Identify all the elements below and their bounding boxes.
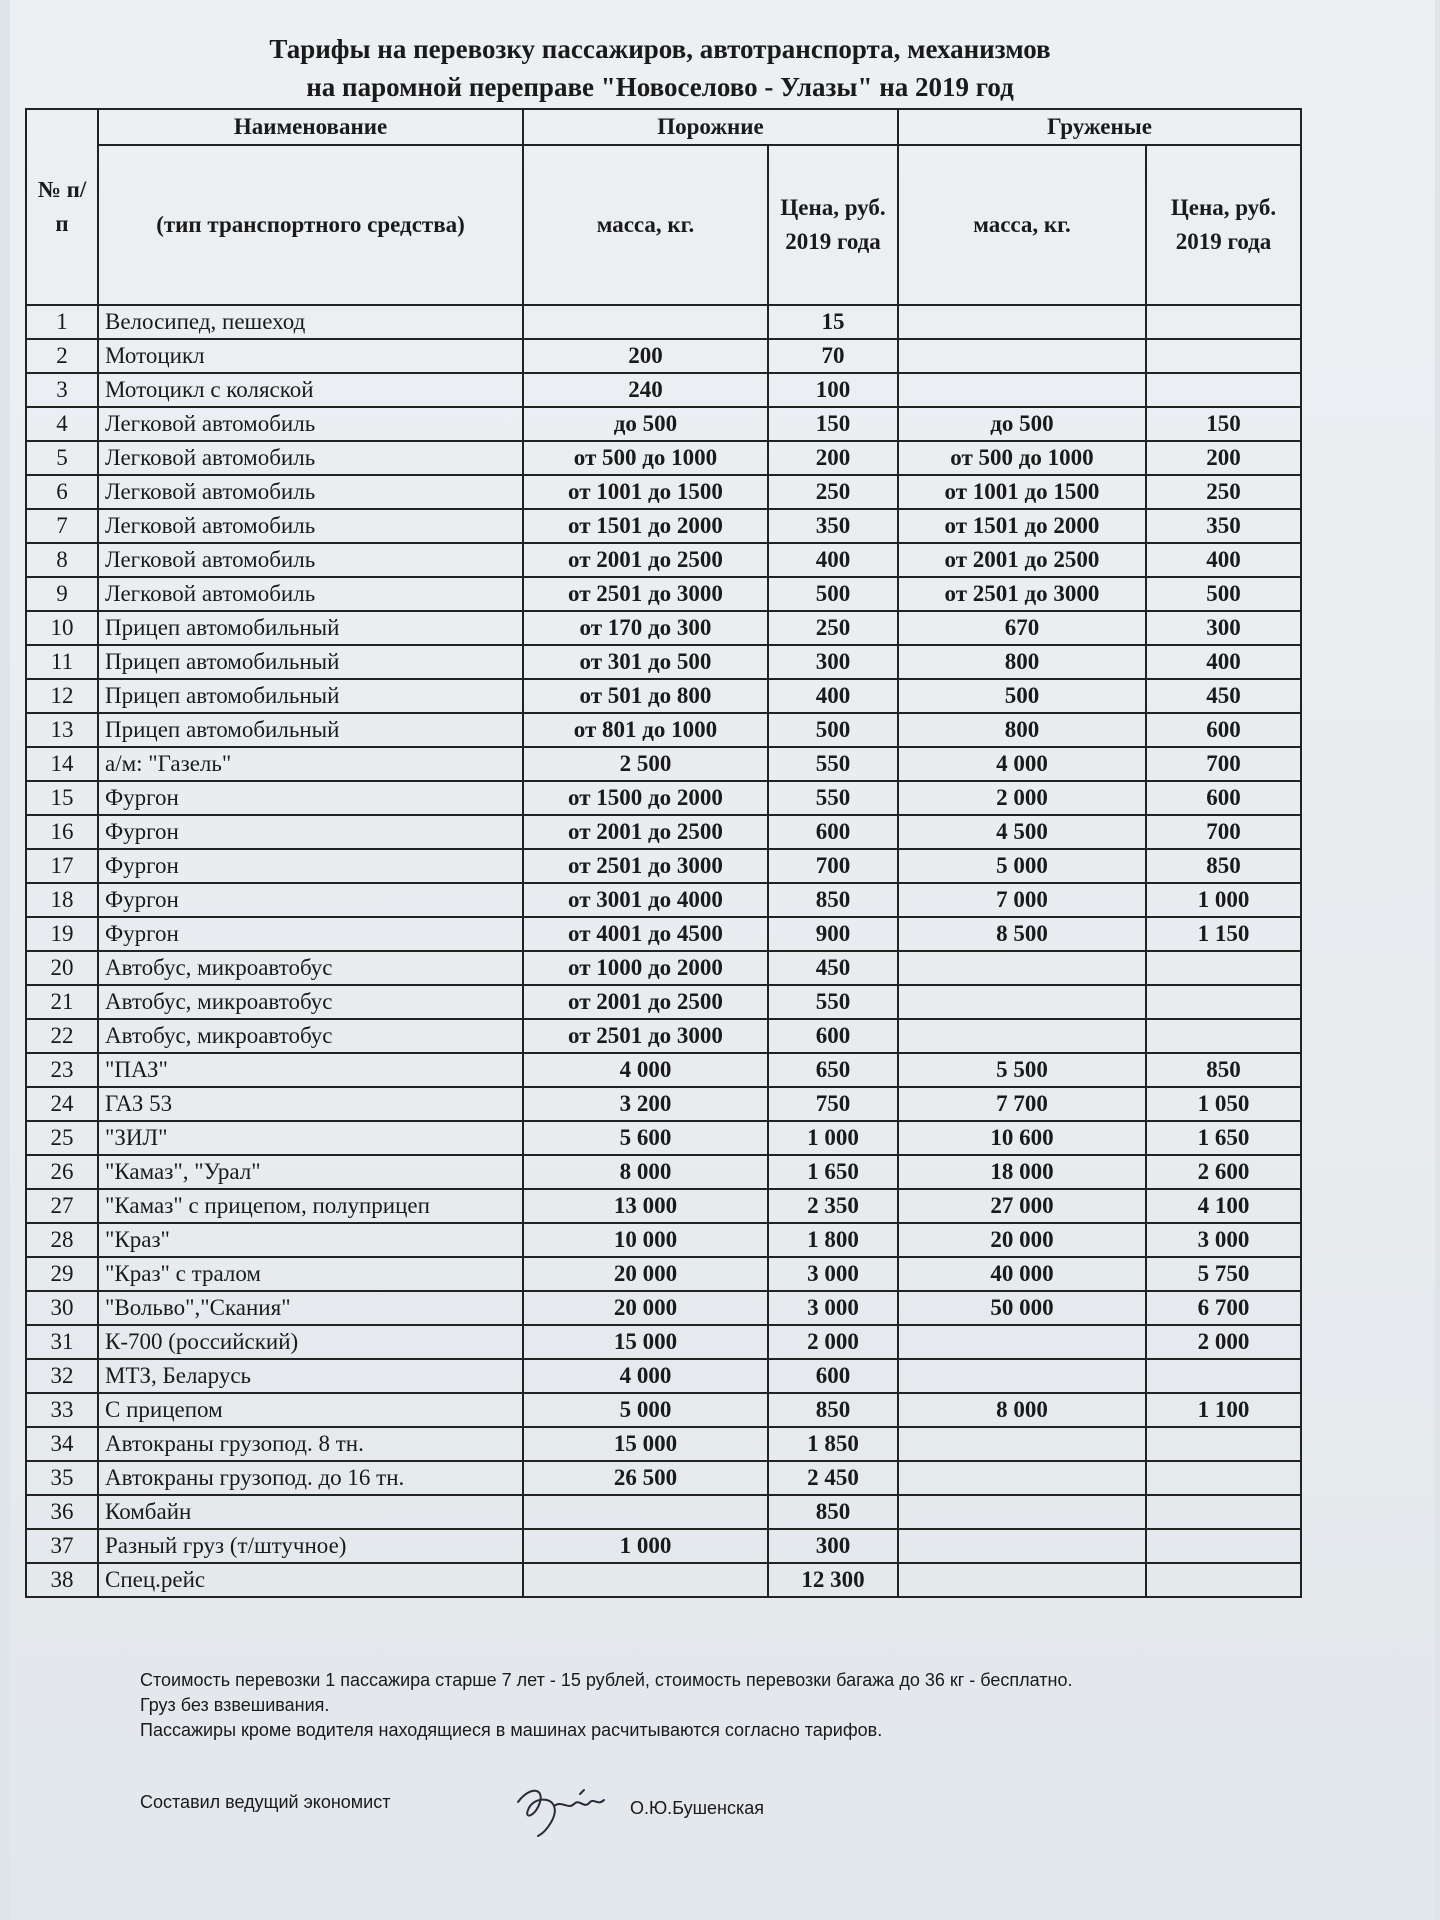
empty-mass-cell: от 801 до 1000: [523, 713, 768, 747]
loaded-mass-cell: от 2001 до 2500: [898, 543, 1146, 577]
loaded-price-cell: 3 000: [1146, 1223, 1301, 1257]
empty-mass-cell: от 170 до 300: [523, 611, 768, 645]
row-number-cell: 13: [26, 713, 98, 747]
loaded-price-cell: [1146, 1495, 1301, 1529]
empty-mass-cell: 15 000: [523, 1427, 768, 1461]
signature-name: О.Ю.Бушенская: [630, 1798, 765, 1818]
empty-price-cell: 600: [768, 815, 898, 849]
table-row: [26, 1291, 1301, 1325]
row-number-cell: 19: [26, 917, 98, 951]
loaded-mass-cell: [898, 1325, 1146, 1359]
vehicle-name-cell: ГАЗ 53: [98, 1087, 523, 1121]
loaded-mass-cell: 500: [898, 679, 1146, 713]
empty-mass-cell: от 2501 до 3000: [523, 577, 768, 611]
empty-mass-cell: [523, 1495, 768, 1529]
loaded-mass-cell: 8 000: [898, 1393, 1146, 1427]
row-number-cell: 18: [26, 883, 98, 917]
header-empty-price: Цена, руб. 2019 года: [768, 145, 898, 305]
empty-price-cell: 600: [768, 1359, 898, 1393]
vehicle-name-cell: Мотоцикл: [98, 339, 523, 373]
empty-price-cell: 1 800: [768, 1223, 898, 1257]
row-number-cell: 8: [26, 543, 98, 577]
vehicle-name-cell: "Камаз", "Урал": [98, 1155, 523, 1189]
empty-mass-cell: от 2001 до 2500: [523, 543, 768, 577]
row-number-cell: 24: [26, 1087, 98, 1121]
row-number-cell: 30: [26, 1291, 98, 1325]
header-vehicle-type: (тип транспортного средства): [98, 145, 523, 305]
row-number-cell: 21: [26, 985, 98, 1019]
vehicle-name-cell: Мотоцикл с коляской: [98, 373, 523, 407]
empty-price-cell: 2 000: [768, 1325, 898, 1359]
table-row: [26, 1461, 1301, 1495]
vehicle-name-cell: а/м: "Газель": [98, 747, 523, 781]
loaded-mass-cell: от 1501 до 2000: [898, 509, 1146, 543]
empty-price-cell: 3 000: [768, 1257, 898, 1291]
table-row: [26, 509, 1301, 543]
empty-price-cell: 550: [768, 985, 898, 1019]
vehicle-name-cell: Фургон: [98, 781, 523, 815]
loaded-mass-cell: [898, 1529, 1146, 1563]
empty-price-cell: 850: [768, 1495, 898, 1529]
empty-mass-cell: от 2501 до 3000: [523, 1019, 768, 1053]
empty-mass-cell: от 2001 до 2500: [523, 985, 768, 1019]
empty-mass-cell: до 500: [523, 407, 768, 441]
vehicle-name-cell: Легковой автомобиль: [98, 441, 523, 475]
loaded-price-cell: 600: [1146, 713, 1301, 747]
loaded-price-cell: [1146, 305, 1301, 339]
vehicle-name-cell: "Камаз" с прицепом, полуприцеп: [98, 1189, 523, 1223]
vehicle-name-cell: Автобус, микроавтобус: [98, 951, 523, 985]
row-number-cell: 12: [26, 679, 98, 713]
table-row: [26, 951, 1301, 985]
empty-price-cell: 12 300: [768, 1563, 898, 1597]
loaded-mass-cell: 50 000: [898, 1291, 1146, 1325]
row-number-cell: 37: [26, 1529, 98, 1563]
loaded-price-cell: 850: [1146, 849, 1301, 883]
empty-price-cell: 500: [768, 577, 898, 611]
row-number-cell: 6: [26, 475, 98, 509]
row-number-cell: 3: [26, 373, 98, 407]
loaded-mass-cell: 5 000: [898, 849, 1146, 883]
table-row: [26, 985, 1301, 1019]
vehicle-name-cell: Разный груз (т/штучное): [98, 1529, 523, 1563]
vehicle-name-cell: Прицеп автомобильный: [98, 713, 523, 747]
loaded-mass-cell: [898, 1427, 1146, 1461]
row-number-cell: 7: [26, 509, 98, 543]
note-no-weighing: Груз без взвешивания.: [140, 1695, 330, 1715]
row-number-cell: 23: [26, 1053, 98, 1087]
row-number-cell: 2: [26, 339, 98, 373]
header-number: № п/п: [26, 109, 98, 305]
table-row: [26, 1053, 1301, 1087]
empty-price-cell: 900: [768, 917, 898, 951]
vehicle-name-cell: Комбайн: [98, 1495, 523, 1529]
row-number-cell: 31: [26, 1325, 98, 1359]
empty-price-cell: 300: [768, 1529, 898, 1563]
loaded-price-cell: 1 100: [1146, 1393, 1301, 1427]
vehicle-name-cell: Прицеп автомобильный: [98, 645, 523, 679]
tariff-table: [25, 108, 1302, 1598]
empty-price-cell: 100: [768, 373, 898, 407]
empty-mass-cell: 20 000: [523, 1291, 768, 1325]
empty-mass-cell: 2 500: [523, 747, 768, 781]
table-row: [26, 1529, 1301, 1563]
table-row: [26, 679, 1301, 713]
vehicle-name-cell: Легковой автомобиль: [98, 407, 523, 441]
loaded-mass-cell: [898, 985, 1146, 1019]
loaded-price-cell: [1146, 1461, 1301, 1495]
table-row: [26, 339, 1301, 373]
vehicle-name-cell: Автобус, микроавтобус: [98, 985, 523, 1019]
loaded-price-cell: 400: [1146, 543, 1301, 577]
empty-mass-cell: от 1000 до 2000: [523, 951, 768, 985]
empty-price-cell: 700: [768, 849, 898, 883]
row-number-cell: 25: [26, 1121, 98, 1155]
table-row: [26, 849, 1301, 883]
loaded-price-cell: 200: [1146, 441, 1301, 475]
row-number-cell: 35: [26, 1461, 98, 1495]
loaded-mass-cell: 4 000: [898, 747, 1146, 781]
empty-mass-cell: от 2501 до 3000: [523, 849, 768, 883]
vehicle-name-cell: Легковой автомобиль: [98, 475, 523, 509]
vehicle-name-cell: "ПАЗ": [98, 1053, 523, 1087]
empty-mass-cell: 1 000: [523, 1529, 768, 1563]
loaded-price-cell: 400: [1146, 645, 1301, 679]
empty-price-cell: 550: [768, 747, 898, 781]
loaded-mass-cell: 5 500: [898, 1053, 1146, 1087]
loaded-mass-cell: [898, 1019, 1146, 1053]
loaded-mass-cell: 7 000: [898, 883, 1146, 917]
loaded-price-cell: 1 650: [1146, 1121, 1301, 1155]
empty-price-cell: 2 350: [768, 1189, 898, 1223]
row-number-cell: 36: [26, 1495, 98, 1529]
footnotes: [140, 1668, 1260, 1743]
table-row: [26, 713, 1301, 747]
row-number-cell: 29: [26, 1257, 98, 1291]
loaded-mass-cell: от 500 до 1000: [898, 441, 1146, 475]
empty-price-cell: 150: [768, 407, 898, 441]
empty-price-cell: 600: [768, 1019, 898, 1053]
loaded-mass-cell: [898, 373, 1146, 407]
empty-price-cell: 300: [768, 645, 898, 679]
row-number-cell: 33: [26, 1393, 98, 1427]
empty-mass-cell: [523, 1563, 768, 1597]
empty-price-cell: 3 000: [768, 1291, 898, 1325]
empty-mass-cell: от 4001 до 4500: [523, 917, 768, 951]
loaded-mass-cell: 27 000: [898, 1189, 1146, 1223]
vehicle-name-cell: Фургон: [98, 849, 523, 883]
empty-mass-cell: 200: [523, 339, 768, 373]
table-row: [26, 883, 1301, 917]
tariff-rows: [26, 305, 1301, 1597]
row-number-cell: 15: [26, 781, 98, 815]
table-row: [26, 441, 1301, 475]
row-number-cell: 20: [26, 951, 98, 985]
vehicle-name-cell: К-700 (российский): [98, 1325, 523, 1359]
vehicle-name-cell: "Краз" с тралом: [98, 1257, 523, 1291]
loaded-mass-cell: 800: [898, 713, 1146, 747]
loaded-price-cell: 4 100: [1146, 1189, 1301, 1223]
loaded-mass-cell: 670: [898, 611, 1146, 645]
row-number-cell: 26: [26, 1155, 98, 1189]
loaded-mass-cell: 800: [898, 645, 1146, 679]
empty-price-cell: 650: [768, 1053, 898, 1087]
table-row: [26, 475, 1301, 509]
loaded-price-cell: [1146, 985, 1301, 1019]
loaded-mass-cell: [898, 1495, 1146, 1529]
row-number-cell: 11: [26, 645, 98, 679]
empty-price-cell: 500: [768, 713, 898, 747]
vehicle-name-cell: "Краз": [98, 1223, 523, 1257]
vehicle-name-cell: Автокраны грузопод. до 16 тн.: [98, 1461, 523, 1495]
header-loaded-mass: масса, кг.: [898, 145, 1146, 305]
vehicle-name-cell: Фургон: [98, 917, 523, 951]
table-row: [26, 611, 1301, 645]
loaded-price-cell: 700: [1146, 747, 1301, 781]
loaded-price-cell: [1146, 951, 1301, 985]
loaded-price-cell: [1146, 1563, 1301, 1597]
header-empty-mass: масса, кг.: [523, 145, 768, 305]
vehicle-name-cell: Прицеп автомобильный: [98, 679, 523, 713]
table-row: [26, 1325, 1301, 1359]
loaded-price-cell: 6 700: [1146, 1291, 1301, 1325]
vehicle-name-cell: Прицеп автомобильный: [98, 611, 523, 645]
vehicle-name-cell: Спец.рейс: [98, 1563, 523, 1597]
empty-price-cell: 550: [768, 781, 898, 815]
empty-price-cell: 450: [768, 951, 898, 985]
table-row: [26, 1563, 1301, 1597]
empty-price-cell: 70: [768, 339, 898, 373]
vehicle-name-cell: Велосипед, пешеход: [98, 305, 523, 339]
vehicle-name-cell: Легковой автомобиль: [98, 543, 523, 577]
loaded-mass-cell: 10 600: [898, 1121, 1146, 1155]
loaded-price-cell: 600: [1146, 781, 1301, 815]
table-row: [26, 1087, 1301, 1121]
loaded-mass-cell: до 500: [898, 407, 1146, 441]
empty-mass-cell: 15 000: [523, 1325, 768, 1359]
empty-price-cell: 1 650: [768, 1155, 898, 1189]
loaded-mass-cell: [898, 1359, 1146, 1393]
table-row: [26, 305, 1301, 339]
empty-mass-cell: 4 000: [523, 1359, 768, 1393]
loaded-mass-cell: 7 700: [898, 1087, 1146, 1121]
empty-price-cell: 850: [768, 883, 898, 917]
table-row: [26, 577, 1301, 611]
loaded-price-cell: 1 000: [1146, 883, 1301, 917]
loaded-price-cell: [1146, 1427, 1301, 1461]
empty-mass-cell: 5 000: [523, 1393, 768, 1427]
loaded-mass-cell: [898, 339, 1146, 373]
loaded-mass-cell: 20 000: [898, 1223, 1146, 1257]
row-number-cell: 16: [26, 815, 98, 849]
row-number-cell: 14: [26, 747, 98, 781]
empty-price-cell: 750: [768, 1087, 898, 1121]
header-loaded-price: Цена, руб. 2019 года: [1146, 145, 1301, 305]
empty-mass-cell: от 500 до 1000: [523, 441, 768, 475]
header-name: Наименование: [98, 109, 523, 145]
loaded-mass-cell: 18 000: [898, 1155, 1146, 1189]
loaded-price-cell: 300: [1146, 611, 1301, 645]
table-row: [26, 1019, 1301, 1053]
handwritten-signature: [510, 1780, 620, 1840]
loaded-mass-cell: [898, 305, 1146, 339]
row-number-cell: 17: [26, 849, 98, 883]
loaded-price-cell: 850: [1146, 1053, 1301, 1087]
table-row: [26, 373, 1301, 407]
loaded-price-cell: 500: [1146, 577, 1301, 611]
loaded-price-cell: 450: [1146, 679, 1301, 713]
empty-price-cell: 250: [768, 611, 898, 645]
empty-mass-cell: 5 600: [523, 1121, 768, 1155]
vehicle-name-cell: Фургон: [98, 883, 523, 917]
loaded-mass-cell: от 2501 до 3000: [898, 577, 1146, 611]
loaded-price-cell: 2 000: [1146, 1325, 1301, 1359]
table-row: [26, 1155, 1301, 1189]
loaded-price-cell: 1 050: [1146, 1087, 1301, 1121]
loaded-mass-cell: [898, 1563, 1146, 1597]
empty-price-cell: 350: [768, 509, 898, 543]
empty-price-cell: 2 450: [768, 1461, 898, 1495]
loaded-mass-cell: 8 500: [898, 917, 1146, 951]
table-row: [26, 815, 1301, 849]
document-title: [10, 30, 1310, 106]
loaded-price-cell: 350: [1146, 509, 1301, 543]
empty-price-cell: 200: [768, 441, 898, 475]
empty-mass-cell: 26 500: [523, 1461, 768, 1495]
loaded-mass-cell: 40 000: [898, 1257, 1146, 1291]
empty-mass-cell: от 1001 до 1500: [523, 475, 768, 509]
loaded-price-cell: [1146, 339, 1301, 373]
empty-mass-cell: 10 000: [523, 1223, 768, 1257]
table-row: [26, 1495, 1301, 1529]
empty-mass-cell: от 1501 до 2000: [523, 509, 768, 543]
row-number-cell: 1: [26, 305, 98, 339]
loaded-price-cell: 150: [1146, 407, 1301, 441]
loaded-price-cell: 1 150: [1146, 917, 1301, 951]
row-number-cell: 4: [26, 407, 98, 441]
vehicle-name-cell: Автокраны грузопод. 8 тн.: [98, 1427, 523, 1461]
row-number-cell: 28: [26, 1223, 98, 1257]
row-number-cell: 22: [26, 1019, 98, 1053]
row-number-cell: 34: [26, 1427, 98, 1461]
table-row: [26, 1359, 1301, 1393]
empty-price-cell: 850: [768, 1393, 898, 1427]
empty-mass-cell: от 2001 до 2500: [523, 815, 768, 849]
signature-block: [140, 1780, 1040, 1840]
empty-mass-cell: 20 000: [523, 1257, 768, 1291]
empty-mass-cell: 13 000: [523, 1189, 768, 1223]
vehicle-name-cell: Автобус, микроавтобус: [98, 1019, 523, 1053]
empty-mass-cell: 240: [523, 373, 768, 407]
row-number-cell: 32: [26, 1359, 98, 1393]
empty-price-cell: 400: [768, 679, 898, 713]
vehicle-name-cell: Легковой автомобиль: [98, 577, 523, 611]
loaded-price-cell: 700: [1146, 815, 1301, 849]
loaded-mass-cell: 4 500: [898, 815, 1146, 849]
table-row: [26, 1257, 1301, 1291]
table-row: [26, 917, 1301, 951]
loaded-mass-cell: от 1001 до 1500: [898, 475, 1146, 509]
header-empty-group: Порожние: [523, 109, 898, 145]
table-row: [26, 645, 1301, 679]
row-number-cell: 38: [26, 1563, 98, 1597]
empty-mass-cell: от 501 до 800: [523, 679, 768, 713]
loaded-price-cell: [1146, 1529, 1301, 1563]
table-row: [26, 1189, 1301, 1223]
row-number-cell: 9: [26, 577, 98, 611]
loaded-mass-cell: 2 000: [898, 781, 1146, 815]
vehicle-name-cell: С прицепом: [98, 1393, 523, 1427]
empty-mass-cell: 3 200: [523, 1087, 768, 1121]
vehicle-name-cell: "Вольво","Скания": [98, 1291, 523, 1325]
table-row: [26, 543, 1301, 577]
empty-mass-cell: от 3001 до 4000: [523, 883, 768, 917]
table-row: [26, 1223, 1301, 1257]
vehicle-name-cell: МТЗ, Беларусь: [98, 1359, 523, 1393]
empty-mass-cell: 8 000: [523, 1155, 768, 1189]
loaded-mass-cell: [898, 951, 1146, 985]
title-line-1: Тарифы на перевозку пассажиров, автотранспорта, механизмов: [269, 34, 1051, 64]
table-row: [26, 1427, 1301, 1461]
table-row: [26, 781, 1301, 815]
table-row: [26, 747, 1301, 781]
loaded-mass-cell: [898, 1461, 1146, 1495]
table-row: [26, 407, 1301, 441]
header-loaded-group: Груженые: [898, 109, 1301, 145]
loaded-price-cell: 250: [1146, 475, 1301, 509]
loaded-price-cell: [1146, 373, 1301, 407]
empty-price-cell: 1 000: [768, 1121, 898, 1155]
empty-mass-cell: от 1500 до 2000: [523, 781, 768, 815]
loaded-price-cell: [1146, 1019, 1301, 1053]
loaded-price-cell: 5 750: [1146, 1257, 1301, 1291]
empty-price-cell: 1 850: [768, 1427, 898, 1461]
table-row: [26, 1121, 1301, 1155]
signature-label: Составил ведущий экономист: [140, 1792, 391, 1812]
vehicle-name-cell: "ЗИЛ": [98, 1121, 523, 1155]
empty-price-cell: 15: [768, 305, 898, 339]
empty-mass-cell: 4 000: [523, 1053, 768, 1087]
table-row: [26, 1393, 1301, 1427]
row-number-cell: 5: [26, 441, 98, 475]
empty-price-cell: 400: [768, 543, 898, 577]
note-passenger-fare: Стоимость перевозки 1 пассажира старше 7 лет - 15 рублей, стоимость перевозки багажа до 36 кг - бесплатно.: [140, 1670, 1073, 1690]
row-number-cell: 10: [26, 611, 98, 645]
empty-mass-cell: от 301 до 500: [523, 645, 768, 679]
tariff-sheet: [10, 0, 1435, 1920]
note-passengers-in-vehicles: Пассажиры кроме водителя находящиеся в машинах расчитываются согласно тарифов.: [140, 1720, 883, 1740]
vehicle-name-cell: Фургон: [98, 815, 523, 849]
empty-price-cell: 250: [768, 475, 898, 509]
loaded-price-cell: 2 600: [1146, 1155, 1301, 1189]
row-number-cell: 27: [26, 1189, 98, 1223]
title-line-2: на паромной переправе "Новоселово - Улазы" на 2019 год: [306, 72, 1014, 102]
vehicle-name-cell: Легковой автомобиль: [98, 509, 523, 543]
loaded-price-cell: [1146, 1359, 1301, 1393]
empty-mass-cell: [523, 305, 768, 339]
